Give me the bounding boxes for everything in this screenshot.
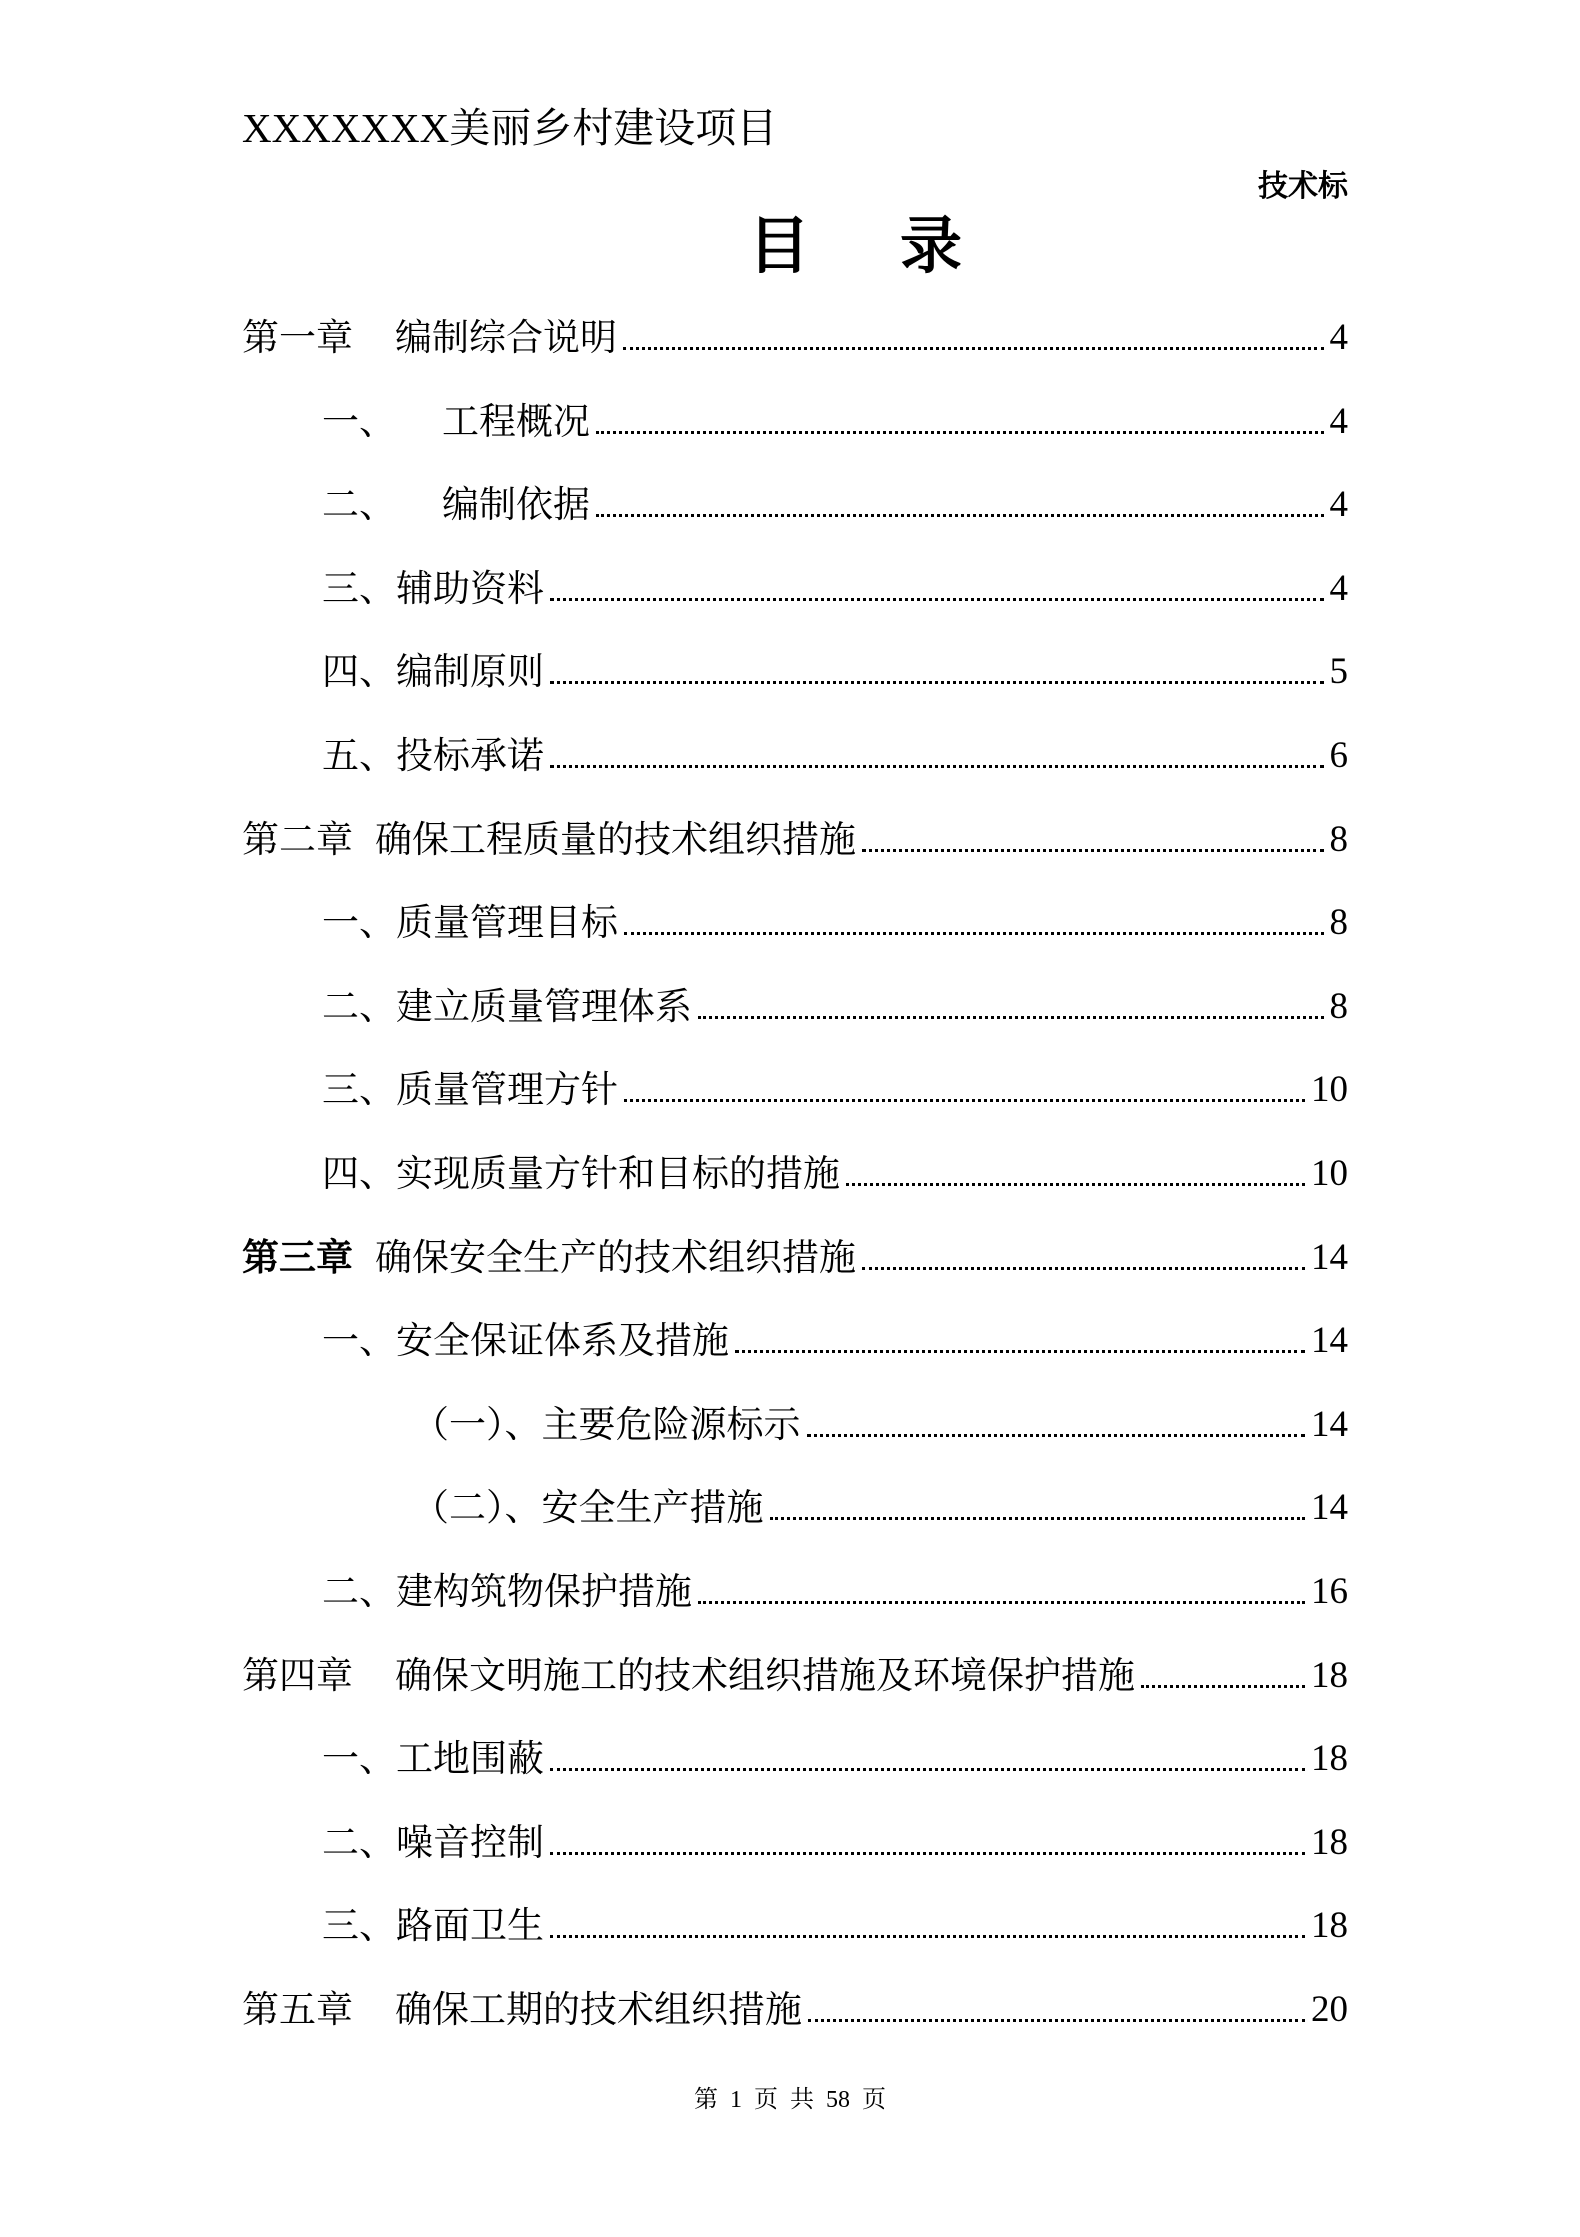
toc-entry-label (322, 1319, 729, 1363)
toc-entry-title: 质量管理目标 (396, 901, 618, 945)
dot-leader (550, 764, 1324, 768)
toc-entry-number: 第二章 (242, 817, 353, 861)
toc-entry-label (322, 650, 544, 694)
toc-entry-number: （二）、 (412, 1486, 542, 1530)
toc-entry[interactable] (242, 1644, 1348, 1697)
toc-entry[interactable] (322, 1727, 1348, 1781)
toc-entry-page-number: 14 (1311, 1320, 1348, 1362)
toc-entry-number: 一、 (322, 399, 396, 443)
toc-entry-number: 二、 (322, 984, 396, 1028)
toc-entry[interactable] (322, 473, 1348, 527)
toc-entry-title: 工地围蔽 (396, 1737, 544, 1781)
dot-leader (550, 1767, 1305, 1771)
toc-entry-title: 安全生产措施 (541, 1486, 764, 1530)
toc-entry-number: 第四章 (242, 1653, 353, 1697)
toc-entry[interactable] (322, 1309, 1348, 1363)
toc-entry-page-number: 8 (1329, 902, 1348, 944)
toc-entry-page-number: 4 (1329, 317, 1348, 358)
toc-entry-number: （一）、 (412, 1402, 542, 1446)
dot-leader (846, 1182, 1305, 1186)
toc-entry-number: 四、 (322, 650, 396, 694)
toc-entry-title: 编制依据 (442, 483, 590, 527)
toc-entry-page-number: 8 (1329, 818, 1348, 860)
dot-leader (1141, 1684, 1305, 1688)
toc-entry-page-number: 18 (1311, 1905, 1348, 1947)
toc-entry-number: 二、 (322, 483, 396, 527)
dot-leader (735, 1349, 1305, 1353)
toc-entry-label (322, 399, 590, 443)
toc-entry-label (322, 566, 544, 610)
toc-entry-title: 主要危险源标示 (541, 1402, 801, 1446)
toc-entry[interactable] (322, 640, 1348, 694)
toc-entry-page-number: 18 (1311, 1738, 1348, 1780)
toc-entry-label (322, 1570, 692, 1613)
toc-entry-number: 第一章 (242, 316, 353, 359)
document-type-label: 技术标 (1258, 169, 1348, 204)
dot-leader (808, 2018, 1305, 2022)
toc-entry-title: 路面卫生 (396, 1904, 544, 1948)
toc-entry[interactable] (242, 306, 1348, 359)
dot-leader (596, 430, 1324, 434)
dot-leader (698, 1600, 1305, 1604)
page-number-footer: 第 1 页 共 58 页 (694, 2087, 886, 2113)
toc-entry-label (242, 1988, 802, 2031)
toc-entry-title: 实现质量方针和目标的措施 (396, 1152, 840, 1195)
toc-entry-title: 编制综合说明 (395, 316, 617, 359)
toc-entry-page-number: 14 (1311, 1487, 1348, 1529)
toc-entry[interactable] (322, 1811, 1348, 1864)
toc-entry-title: 噪音控制 (396, 1820, 544, 1864)
toc-entry-number: 一、 (322, 1737, 396, 1781)
toc-entry[interactable] (322, 1058, 1348, 1112)
dot-leader (624, 931, 1324, 935)
toc-entry-label (322, 1904, 544, 1948)
toc-entry-title: 工程概况 (442, 399, 590, 443)
toc-entry-label (322, 901, 618, 945)
toc-entry-title: 辅助资料 (396, 566, 544, 610)
toc-entry-number: 一、 (322, 1319, 396, 1363)
toc-entry[interactable] (242, 1226, 1348, 1279)
toc-entry[interactable] (242, 808, 1348, 861)
toc-entry[interactable] (242, 1978, 1348, 2031)
toc-entry[interactable] (322, 390, 1348, 443)
toc-entry-number: 第五章 (242, 1988, 353, 2031)
toc-entry-title: 建立质量管理体系 (396, 984, 692, 1028)
toc-entry-label (322, 984, 692, 1028)
toc-entry-page-number: 14 (1311, 1236, 1348, 1278)
project-title: XXXXXXX美丽乡村建设项目 (242, 105, 778, 151)
toc-entry-label (322, 483, 590, 527)
toc-entry-label (242, 1653, 1135, 1697)
toc-entry-title: 确保工期的技术组织措施 (395, 1988, 802, 2031)
dot-leader (596, 513, 1324, 517)
toc-entry-page-number: 6 (1329, 735, 1348, 776)
toc-entry-title: 编制原则 (396, 650, 544, 694)
toc-entry-title: 确保文明施工的技术组织措施及环境保护措施 (395, 1653, 1135, 1697)
toc-entry-label (322, 1820, 544, 1864)
dot-leader (550, 1934, 1305, 1938)
toc-entry-page-number: 18 (1311, 1821, 1348, 1863)
toc-entry[interactable] (322, 557, 1348, 610)
dot-leader (550, 1851, 1305, 1855)
dot-leader (807, 1433, 1306, 1437)
toc-entry-label (242, 316, 617, 359)
toc-entry-label (322, 1152, 840, 1195)
toc-entry-title: 质量管理方针 (396, 1068, 618, 1112)
toc-entry-page-number: 5 (1329, 651, 1348, 693)
toc-entry[interactable] (322, 1894, 1348, 1948)
toc-entry-page-number: 4 (1329, 567, 1348, 609)
toc-entry-number: 四、 (322, 1152, 396, 1195)
toc-entry-label (242, 1234, 856, 1279)
toc-entry-number: 三、 (322, 1904, 396, 1948)
dot-leader (862, 1266, 1305, 1270)
toc-entry-number: 二、 (322, 1570, 396, 1613)
dot-leader (624, 1098, 1305, 1102)
toc-entry-title: 确保安全生产的技术组织措施 (375, 1235, 856, 1279)
dot-leader (862, 848, 1324, 852)
toc-entry-number: 二、 (322, 1820, 396, 1864)
toc-entry-page-number: 18 (1311, 1654, 1348, 1696)
toc-entry-number: 三、 (322, 566, 396, 610)
dot-leader (550, 597, 1324, 601)
toc-entry[interactable] (322, 1142, 1348, 1195)
toc-entry-page-number: 16 (1311, 1571, 1348, 1612)
toc-entry-label (242, 817, 856, 861)
toc-entry-label (412, 1402, 801, 1446)
toc-entry-page-number: 8 (1329, 985, 1348, 1027)
toc-entry-label (322, 734, 544, 777)
toc-entry[interactable] (412, 1476, 1348, 1530)
toc-entry-number: 第三章 (242, 1234, 353, 1279)
toc-entry-page-number: 4 (1329, 484, 1348, 526)
dot-leader (550, 680, 1324, 684)
toc-entry-title: 确保工程质量的技术组织措施 (375, 817, 856, 861)
toc-entry[interactable] (322, 724, 1348, 777)
toc-entry[interactable] (322, 975, 1348, 1028)
toc-entry-number: 三、 (322, 1068, 396, 1112)
toc-entry-label (322, 1068, 618, 1112)
toc-entry-number: 五、 (322, 734, 396, 777)
toc-entry[interactable] (412, 1393, 1348, 1446)
page-title: 目录 (747, 209, 1052, 282)
toc-entry[interactable] (322, 1560, 1348, 1613)
dot-leader (698, 1015, 1324, 1019)
toc-entry-page-number: 20 (1311, 1989, 1348, 2030)
toc-entry-page-number: 10 (1311, 1069, 1348, 1111)
toc-entry-label (412, 1486, 764, 1530)
dot-leader (623, 346, 1324, 350)
toc-entry-title: 安全保证体系及措施 (396, 1319, 729, 1363)
toc-entry-page-number: 4 (1329, 400, 1348, 442)
dot-leader (770, 1516, 1306, 1520)
toc-entry-number: 一、 (322, 901, 396, 945)
toc-entry-title: 投标承诺 (396, 734, 544, 777)
toc-entry-page-number: 14 (1311, 1403, 1348, 1445)
toc-entry[interactable] (322, 891, 1348, 945)
toc-entry-page-number: 10 (1311, 1153, 1348, 1194)
toc-entry-label (322, 1737, 544, 1781)
toc-entry-title: 建构筑物保护措施 (396, 1570, 692, 1613)
